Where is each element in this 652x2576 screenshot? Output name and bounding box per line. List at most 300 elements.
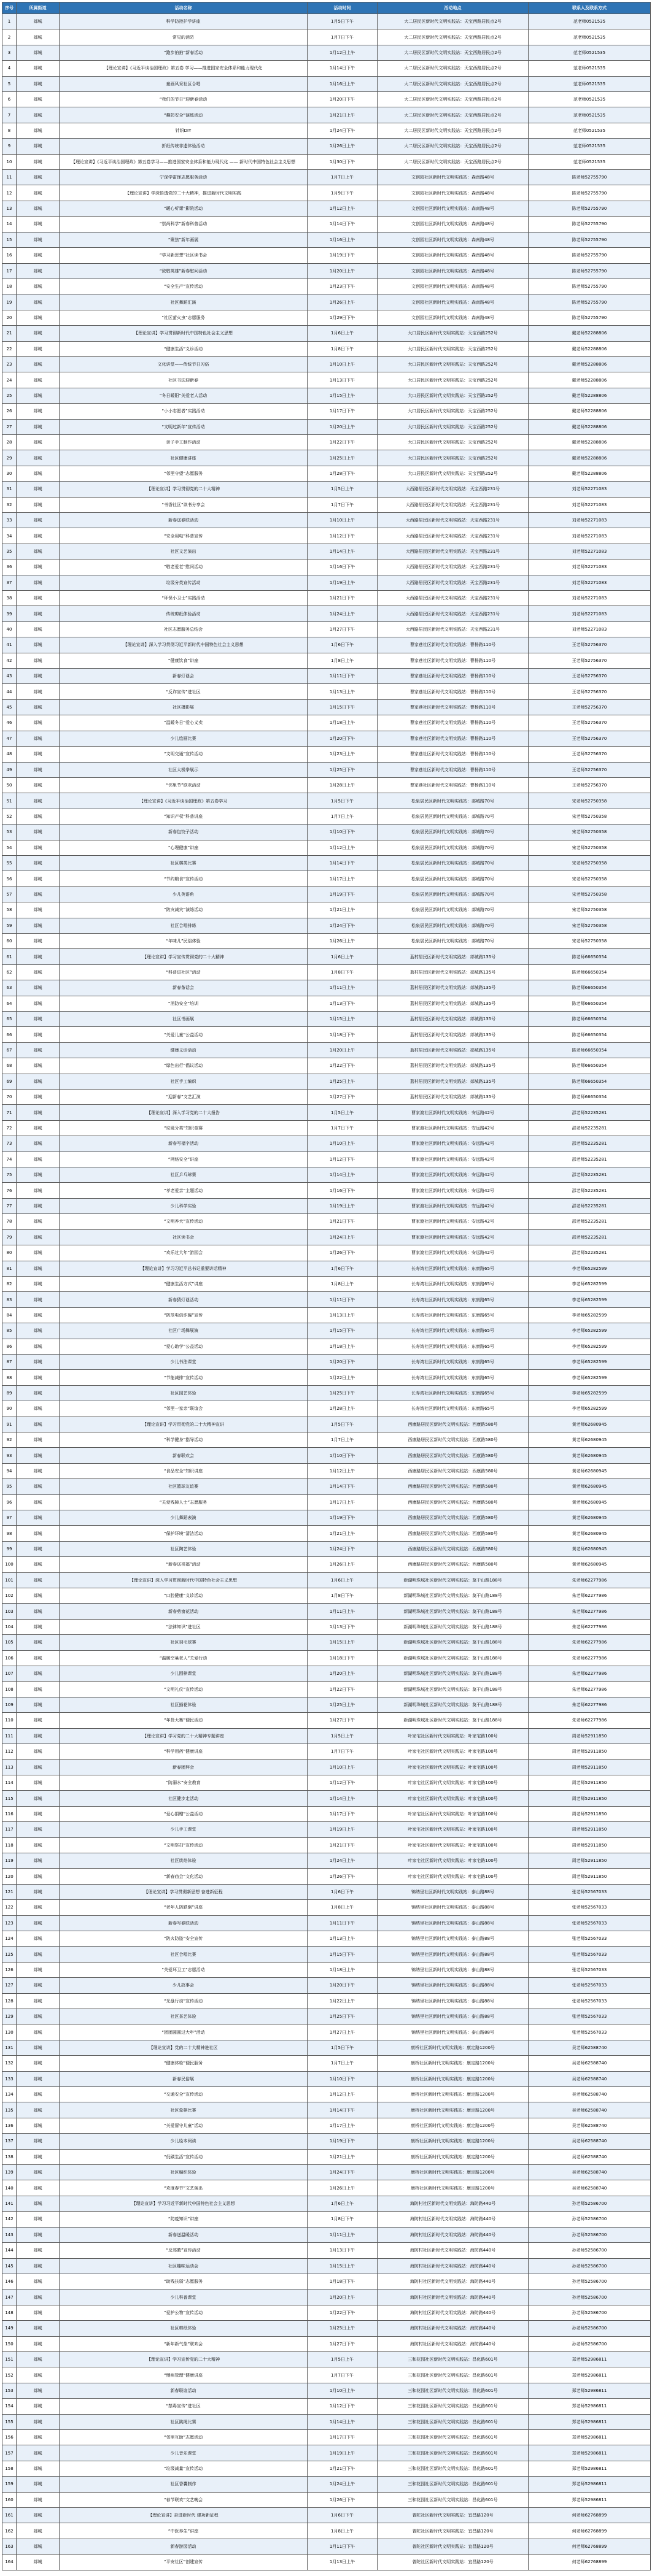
table-row bbox=[2, 248, 651, 263]
cell-activity-place: 文创园社区新时代文明实践站：森南路48号 bbox=[378, 263, 529, 279]
cell-activity-time: 1月19日上午 bbox=[308, 2445, 378, 2461]
cell-street: 郯城 bbox=[17, 1245, 60, 1261]
cell-contact: 王老师52756370 bbox=[529, 669, 651, 684]
cell-street: 郯城 bbox=[17, 1806, 60, 1821]
cell-activity-time: 1月19日下午 bbox=[308, 1510, 378, 1526]
cell-contact: 陈老师66650354 bbox=[529, 980, 651, 996]
table-row bbox=[2, 1806, 651, 1821]
cell-activity-time: 1月13日上午 bbox=[308, 1931, 378, 1946]
cell-street: 郯城 bbox=[17, 497, 60, 512]
cell-index: 129 bbox=[2, 2009, 17, 2024]
cell-street: 郯城 bbox=[17, 2071, 60, 2086]
cell-activity-time: 1月20日上午 bbox=[308, 263, 378, 279]
cell-activity-time: 1月5日下午 bbox=[308, 793, 378, 809]
cell-activity-place: 松泉居民区新时代文明实践站：郯城路70号 bbox=[378, 902, 529, 918]
cell-activity-time: 1月19日下午 bbox=[308, 886, 378, 902]
cell-street: 郯城 bbox=[17, 886, 60, 902]
cell-contact: 何老师62768899 bbox=[529, 2539, 651, 2554]
header-index: 序号 bbox=[2, 2, 17, 14]
cell-street: 郯城 bbox=[17, 1105, 60, 1120]
cell-index: 45 bbox=[2, 699, 17, 715]
table-row bbox=[2, 326, 651, 341]
cell-contact: 周老师52911850 bbox=[529, 1744, 651, 1759]
table-row bbox=[2, 1759, 651, 1775]
cell-index: 116 bbox=[2, 1806, 17, 1821]
cell-activity-name: “冬日暖阳”关爱老人活动 bbox=[60, 388, 308, 403]
cell-contact: 刘老师52271083 bbox=[529, 591, 651, 606]
cell-activity-place: 大口居民区新时代文明实践站：天宝西路252号 bbox=[378, 466, 529, 481]
cell-contact: 郑老师52986811 bbox=[529, 2461, 651, 2476]
table-row bbox=[2, 1915, 651, 1931]
cell-activity-place: 三和花园社区新时代文明实践站：昌化路601号 bbox=[378, 2477, 529, 2492]
cell-index: 41 bbox=[2, 637, 17, 653]
cell-index: 65 bbox=[2, 1012, 17, 1027]
cell-activity-place: 大口居民区新时代文明实践站：天宝西路252号 bbox=[378, 450, 529, 466]
cell-contact: 吴老师62588740 bbox=[529, 2056, 651, 2071]
cell-street: 郯城 bbox=[17, 2399, 60, 2414]
cell-contact: 戴老师52288806 bbox=[529, 388, 651, 403]
cell-activity-place: 长寿湾社区新时代文明实践站：东康路65号 bbox=[378, 1323, 529, 1339]
cell-contact: 刘老师52271083 bbox=[529, 606, 651, 621]
table-row bbox=[2, 76, 651, 91]
cell-activity-place: 新湖明珠城社区新时代文明实践站：莫干山路188号 bbox=[378, 1604, 529, 1619]
cell-activity-time: 1月13日上午 bbox=[308, 684, 378, 699]
cell-activity-time: 1月5日下午 bbox=[308, 1417, 378, 1432]
cell-street: 郯城 bbox=[17, 669, 60, 684]
cell-contact: 张老师52567033 bbox=[529, 1900, 651, 1915]
cell-activity-place: 普陀社区新时代文明实践站：宜昌路120号 bbox=[378, 2555, 529, 2570]
cell-street: 郯城 bbox=[17, 1619, 60, 1634]
cell-index: 122 bbox=[2, 1900, 17, 1915]
cell-activity-time: 1月20日下午 bbox=[308, 731, 378, 746]
cell-activity-place: 海防村社区新时代文明实践站：海防路440号 bbox=[378, 2321, 529, 2336]
cell-activity-name: “温暖空巢老人”关爱行动 bbox=[60, 1650, 308, 1666]
cell-street: 郯城 bbox=[17, 715, 60, 731]
table-row bbox=[2, 653, 651, 668]
cell-index: 135 bbox=[2, 2102, 17, 2118]
cell-street: 郯城 bbox=[17, 1432, 60, 1447]
cell-activity-place: 大西路居民区新时代文明实践站：天宝西路231号 bbox=[378, 528, 529, 544]
cell-activity-time: 1月19日上午 bbox=[308, 1822, 378, 1837]
cell-activity-place: 锦绣里社区新时代文明实践站：泰山路88号 bbox=[378, 2024, 529, 2040]
cell-activity-name: “邻里一家亲”联谊会 bbox=[60, 1401, 308, 1417]
cell-activity-time: 1月8日上午 bbox=[308, 2523, 378, 2539]
cell-activity-time: 1月7日上午 bbox=[308, 809, 378, 824]
cell-contact: 吴老师62588740 bbox=[529, 2071, 651, 2086]
cell-activity-time: 1月23日下午 bbox=[308, 279, 378, 294]
cell-street: 郯城 bbox=[17, 1744, 60, 1759]
cell-activity-name: 新春剪窗花活动 bbox=[60, 1604, 308, 1619]
cell-activity-place: 叶家宅社区新时代文明实践站：叶家宅路100号 bbox=[378, 1822, 529, 1837]
cell-activity-time: 1月20日下午 bbox=[308, 92, 378, 107]
table-row bbox=[2, 1136, 651, 1152]
cell-street: 郯城 bbox=[17, 201, 60, 216]
cell-contact: 宋老师52750358 bbox=[529, 918, 651, 933]
table-row bbox=[2, 2383, 651, 2398]
cell-activity-time: 1月12日下午 bbox=[308, 2399, 378, 2414]
cell-street: 郯城 bbox=[17, 980, 60, 996]
cell-index: 56 bbox=[2, 871, 17, 886]
cell-activity-place: 叶家宅社区新时代文明实践站：叶家宅路100号 bbox=[378, 1837, 529, 1853]
cell-contact: 孙老师52586700 bbox=[529, 2258, 651, 2274]
cell-activity-time: 1月17日下午 bbox=[308, 404, 378, 419]
cell-activity-name: “中医养生”讲座 bbox=[60, 2523, 308, 2539]
cell-street: 郯城 bbox=[17, 1074, 60, 1089]
cell-street: 郯城 bbox=[17, 1183, 60, 1198]
table-row bbox=[2, 1229, 651, 1245]
cell-activity-place: 松泉居民区新时代文明实践站：郯城路70号 bbox=[378, 825, 529, 840]
cell-index: 136 bbox=[2, 2118, 17, 2133]
cell-activity-place: 叶家宅社区新时代文明实践站：叶家宅路100号 bbox=[378, 1759, 529, 1775]
cell-activity-time: 1月12日上午 bbox=[308, 201, 378, 216]
cell-street: 郯城 bbox=[17, 1323, 60, 1339]
cell-activity-time: 1月22日上午 bbox=[308, 1993, 378, 2009]
cell-activity-time: 1月25日下午 bbox=[308, 762, 378, 777]
table-row bbox=[2, 1604, 651, 1619]
cell-activity-place: 康桥社区新时代文明实践站：康定路1200号 bbox=[378, 2071, 529, 2086]
cell-activity-place: 叶家宅社区新时代文明实践站：叶家宅路100号 bbox=[378, 1791, 529, 1806]
cell-street: 郯城 bbox=[17, 513, 60, 528]
cell-street: 郯城 bbox=[17, 918, 60, 933]
cell-activity-time: 1月18日上午 bbox=[308, 1962, 378, 1977]
cell-activity-place: 西康路居民区新时代文明实践站：西康路580号 bbox=[378, 1417, 529, 1432]
cell-activity-time: 1月11日下午 bbox=[308, 1292, 378, 1307]
cell-index: 124 bbox=[2, 1931, 17, 1946]
cell-activity-time: 1月12日上午 bbox=[308, 1463, 378, 1478]
cell-street: 郯城 bbox=[17, 949, 60, 964]
cell-index: 93 bbox=[2, 1448, 17, 1463]
cell-index: 29 bbox=[2, 450, 17, 466]
cell-street: 郯城 bbox=[17, 777, 60, 793]
cell-contact: 刘老师52271083 bbox=[529, 559, 651, 575]
cell-activity-time: 1月14日下午 bbox=[308, 2102, 378, 2118]
cell-activity-time: 1月27日下午 bbox=[308, 2336, 378, 2351]
cell-activity-name: 传统剪纸体验活动 bbox=[60, 606, 308, 621]
cell-activity-place: 大西路居民区新时代文明实践站：天宝西路231号 bbox=[378, 513, 529, 528]
cell-contact: 陈老师66650354 bbox=[529, 1042, 651, 1058]
cell-activity-time: 1月10日下午 bbox=[308, 825, 378, 840]
cell-activity-time: 1月8日上午 bbox=[308, 1900, 378, 1915]
table-row bbox=[2, 1557, 651, 1572]
cell-activity-name: 社区志愿服务总结会 bbox=[60, 621, 308, 637]
cell-activity-place: 大二居民区新时代文明实践站：天宝西路居民点2号 bbox=[378, 154, 529, 169]
cell-street: 郯城 bbox=[17, 606, 60, 621]
cell-activity-name: 社区健步走活动 bbox=[60, 1791, 308, 1806]
cell-index: 153 bbox=[2, 2383, 17, 2398]
cell-street: 郯城 bbox=[17, 217, 60, 232]
table-row bbox=[2, 388, 651, 403]
cell-street: 郯城 bbox=[17, 1931, 60, 1946]
cell-activity-place: 文创园社区新时代文明实践站：森南路48号 bbox=[378, 217, 529, 232]
cell-activity-name: “科学用药”健康讲座 bbox=[60, 1744, 308, 1759]
cell-contact: 陈老师52755790 bbox=[529, 185, 651, 201]
cell-activity-time: 1月6日上午 bbox=[308, 1572, 378, 1588]
cell-index: 123 bbox=[2, 1915, 17, 1931]
cell-contact: 王老师52756370 bbox=[529, 699, 651, 715]
cell-activity-place: 蓝村居民区新时代文明实践站：郯城路135号 bbox=[378, 1042, 529, 1058]
cell-activity-place: 康桥社区新时代文明实践站：康定路1200号 bbox=[378, 2087, 529, 2102]
cell-activity-time: 1月28日上午 bbox=[308, 1401, 378, 1417]
cell-contact: 张老师52567033 bbox=[529, 2009, 651, 2024]
table-row bbox=[2, 1494, 651, 1510]
cell-index: 114 bbox=[2, 1775, 17, 1790]
cell-contact: 吴老师62588740 bbox=[529, 2087, 651, 2102]
cell-activity-time: 1月20日下午 bbox=[308, 1978, 378, 1993]
cell-activity-place: 蓝村居民区新时代文明实践站：郯城路135号 bbox=[378, 1027, 529, 1042]
cell-activity-place: 海防村社区新时代文明实践站：海防路440号 bbox=[378, 2274, 529, 2289]
cell-activity-time: 1月15日下午 bbox=[308, 699, 378, 715]
cell-activity-place: 曹家渡社区新时代文明实践站：安远路42号 bbox=[378, 1136, 529, 1152]
cell-activity-name: “暖心听课”影院活动 bbox=[60, 201, 308, 216]
table-row bbox=[2, 2429, 651, 2445]
cell-street: 郯城 bbox=[17, 2539, 60, 2554]
cell-street: 郯城 bbox=[17, 1962, 60, 1977]
cell-index: 74 bbox=[2, 1152, 17, 1167]
cell-index: 51 bbox=[2, 793, 17, 809]
cell-activity-name: 社区合唱比赛 bbox=[60, 1947, 308, 1962]
cell-street: 郯城 bbox=[17, 326, 60, 341]
cell-activity-place: 大西路居民区新时代文明实践站：天宝西路231号 bbox=[378, 591, 529, 606]
cell-index: 91 bbox=[2, 1417, 17, 1432]
cell-street: 郯城 bbox=[17, 1526, 60, 1541]
cell-street: 郯城 bbox=[17, 1120, 60, 1136]
cell-activity-name: 折纸传统非遗体验活动 bbox=[60, 139, 308, 154]
cell-activity-name: 宁深学雷锋志愿服务活动 bbox=[60, 170, 308, 185]
cell-activity-place: 长寿湾社区新时代文明实践站：东康路65号 bbox=[378, 1401, 529, 1417]
cell-street: 郯城 bbox=[17, 139, 60, 154]
cell-index: 140 bbox=[2, 2180, 17, 2196]
cell-activity-name: 新春包饺子活动 bbox=[60, 825, 308, 840]
cell-contact: 周老师52911850 bbox=[529, 1806, 651, 1821]
cell-index: 96 bbox=[2, 1494, 17, 1510]
cell-activity-place: 松泉居民区新时代文明实践站：郯城路70号 bbox=[378, 840, 529, 855]
cell-contact: 宋老师52750358 bbox=[529, 902, 651, 918]
cell-activity-place: 大二居民区新时代文明实践站：天宝西路居民点2号 bbox=[378, 61, 529, 76]
cell-activity-name: 【理论宣讲】深入学习贯彻习近平新时代中国特色社会主义思想 bbox=[60, 637, 308, 653]
cell-activity-time: 1月16日下午 bbox=[308, 559, 378, 575]
cell-activity-place: 文创园社区新时代文明实践站：森南路48号 bbox=[378, 232, 529, 247]
cell-activity-name: “光盘行动”宣传活动 bbox=[60, 1993, 308, 2009]
cell-street: 郯城 bbox=[17, 528, 60, 544]
cell-activity-time: 1月28日上午 bbox=[308, 777, 378, 793]
cell-contact: 黄老师62680945 bbox=[529, 1432, 651, 1447]
cell-contact: 郑老师52986811 bbox=[529, 2351, 651, 2367]
cell-street: 郯城 bbox=[17, 1401, 60, 1417]
cell-activity-name: 新春联谊活动 bbox=[60, 2383, 308, 2398]
table-row bbox=[2, 1292, 651, 1307]
cell-activity-place: 长寿湾社区新时代文明实践站：东康路65号 bbox=[378, 1261, 529, 1276]
cell-activity-name: “老年人防跌倒”讲座 bbox=[60, 1900, 308, 1915]
cell-contact: 朱老师62277986 bbox=[529, 1713, 651, 1728]
cell-index: 8 bbox=[2, 123, 17, 138]
cell-activity-name: “跑步拍拍”新春活动 bbox=[60, 45, 308, 60]
cell-street: 郯城 bbox=[17, 1837, 60, 1853]
cell-contact: 黄老师62680945 bbox=[529, 1494, 651, 1510]
cell-index: 9 bbox=[2, 139, 17, 154]
table-row bbox=[2, 1276, 651, 1291]
table-row bbox=[2, 2555, 651, 2570]
cell-street: 郯城 bbox=[17, 1152, 60, 1167]
cell-street: 郯城 bbox=[17, 388, 60, 403]
cell-activity-name: “新春送祝福”活动 bbox=[60, 1557, 308, 1572]
cell-index: 145 bbox=[2, 2258, 17, 2274]
cell-index: 3 bbox=[2, 45, 17, 60]
cell-street: 郯城 bbox=[17, 1759, 60, 1775]
cell-activity-name: “我们的节日”迎新春活动 bbox=[60, 92, 308, 107]
cell-index: 12 bbox=[2, 185, 17, 201]
cell-contact: 宋老师52750358 bbox=[529, 809, 651, 824]
cell-activity-place: 西康路居民区新时代文明实践站：西康路580号 bbox=[378, 1432, 529, 1447]
cell-index: 90 bbox=[2, 1401, 17, 1417]
table-row bbox=[2, 404, 651, 419]
cell-index: 98 bbox=[2, 1526, 17, 1541]
cell-activity-time: 1月10日上午 bbox=[308, 2383, 378, 2398]
cell-activity-time: 1月8日下午 bbox=[308, 2212, 378, 2227]
cell-activity-time: 1月17日下午 bbox=[308, 2429, 378, 2445]
table-row bbox=[2, 372, 651, 388]
cell-index: 35 bbox=[2, 544, 17, 559]
table-row bbox=[2, 2071, 651, 2086]
table-row bbox=[2, 497, 651, 512]
cell-contact: 张老师52567033 bbox=[529, 1978, 651, 1993]
cell-activity-time: 1月13日下午 bbox=[308, 996, 378, 1011]
cell-activity-name: 少儿绘本阅读 bbox=[60, 2134, 308, 2149]
cell-index: 130 bbox=[2, 2024, 17, 2040]
table-row bbox=[2, 2087, 651, 2102]
table-row bbox=[2, 1853, 651, 1868]
table-row bbox=[2, 2009, 651, 2024]
cell-contact: 宋老师52750358 bbox=[529, 871, 651, 886]
cell-street: 郯城 bbox=[17, 1993, 60, 2009]
cell-activity-place: 叶家宅社区新时代文明实践站：叶家宅路100号 bbox=[378, 1744, 529, 1759]
cell-contact: 黄老师62680945 bbox=[529, 1479, 651, 1494]
cell-activity-name: “心理健康”讲座 bbox=[60, 840, 308, 855]
cell-activity-place: 锦绣里社区新时代文明实践站：泰山路88号 bbox=[378, 1884, 529, 1899]
cell-contact: 戴老师52288806 bbox=[529, 450, 651, 466]
cell-activity-time: 1月11日上午 bbox=[308, 980, 378, 996]
cell-street: 郯城 bbox=[17, 996, 60, 1011]
cell-index: 79 bbox=[2, 1229, 17, 1245]
cell-activity-place: 曹家巷社区新时代文明实践站：曹杨路110号 bbox=[378, 777, 529, 793]
cell-activity-name: “邻里守望”志愿服务 bbox=[60, 466, 308, 481]
cell-activity-time: 1月15日上午 bbox=[308, 1012, 378, 1027]
cell-contact: 朱老师62277986 bbox=[529, 1604, 651, 1619]
cell-activity-name: “爱心助学”公益活动 bbox=[60, 1339, 308, 1354]
cell-activity-place: 曹家巷社区新时代文明实践站：曹杨路110号 bbox=[378, 637, 529, 653]
cell-activity-name: 少儿书法课堂 bbox=[60, 1354, 308, 1369]
cell-activity-name: 社区象棋比赛 bbox=[60, 2102, 308, 2118]
cell-contact: 张老师52567033 bbox=[529, 1884, 651, 1899]
table-row bbox=[2, 1090, 651, 1105]
cell-activity-time: 1月26日上午 bbox=[308, 2180, 378, 2196]
cell-street: 郯城 bbox=[17, 419, 60, 434]
cell-contact: 刘老师52271083 bbox=[529, 575, 651, 590]
cell-contact: 宋老师52750358 bbox=[529, 933, 651, 948]
cell-activity-name: 少儿手工课堂 bbox=[60, 1822, 308, 1837]
cell-activity-place: 曹家渡社区新时代文明实践站：安远路42号 bbox=[378, 1120, 529, 1136]
cell-street: 郯城 bbox=[17, 544, 60, 559]
cell-activity-place: 新湖明珠城社区新时代文明实践站：莫干山路188号 bbox=[378, 1650, 529, 1666]
table-row bbox=[2, 699, 651, 715]
cell-activity-name: 社区书画展 bbox=[60, 1012, 308, 1027]
table-row bbox=[2, 1027, 651, 1042]
cell-activity-place: 大二居民区新时代文明实践站：天宝西路居民点2号 bbox=[378, 92, 529, 107]
cell-activity-time: 1月21日上午 bbox=[308, 2149, 378, 2164]
cell-activity-time: 1月8日下午 bbox=[308, 341, 378, 356]
cell-activity-place: 大西路居民区新时代文明实践站：天宝西路231号 bbox=[378, 575, 529, 590]
cell-index: 67 bbox=[2, 1042, 17, 1058]
cell-activity-name: 【理论宣讲】学深悟透党的二十大精神，推进新时代文明实践 bbox=[60, 185, 308, 201]
table-row bbox=[2, 232, 651, 247]
cell-contact: 周老师52911850 bbox=[529, 1775, 651, 1790]
cell-index: 118 bbox=[2, 1837, 17, 1853]
cell-street: 郯城 bbox=[17, 2087, 60, 2102]
cell-index: 134 bbox=[2, 2087, 17, 2102]
cell-activity-time: 1月24日下午 bbox=[308, 123, 378, 138]
cell-activity-time: 1月30日下午 bbox=[308, 154, 378, 169]
table-row bbox=[2, 1183, 651, 1198]
cell-street: 郯城 bbox=[17, 1822, 60, 1837]
table-row bbox=[2, 1448, 651, 1463]
table-row bbox=[2, 2523, 651, 2539]
cell-street: 郯城 bbox=[17, 232, 60, 247]
cell-activity-place: 长寿湾社区新时代文明实践站：东康路65号 bbox=[378, 1354, 529, 1369]
cell-activity-place: 松泉居民区新时代文明实践站：郯城路70号 bbox=[378, 793, 529, 809]
cell-contact: 黄老师62680945 bbox=[529, 1448, 651, 1463]
cell-activity-time: 1月11日下午 bbox=[308, 2539, 378, 2554]
cell-index: 137 bbox=[2, 2134, 17, 2149]
cell-activity-time: 1月8日下午 bbox=[308, 1588, 378, 1604]
cell-activity-place: 长寿湾社区新时代文明实践站：东康路65号 bbox=[378, 1276, 529, 1291]
cell-activity-name: “致敬英雄”新春慰问活动 bbox=[60, 263, 308, 279]
cell-activity-place: 长寿湾社区新时代文明实践站：东康路65号 bbox=[378, 1370, 529, 1385]
cell-street: 郯城 bbox=[17, 2180, 60, 2196]
cell-activity-place: 三和花园社区新时代文明实践站：昌化路601号 bbox=[378, 2429, 529, 2445]
cell-activity-name: “反邪教”宣传活动 bbox=[60, 2243, 308, 2258]
table-row bbox=[2, 684, 651, 699]
cell-activity-place: 锦绣里社区新时代文明实践站：泰山路88号 bbox=[378, 1947, 529, 1962]
cell-activity-time: 1月22日下午 bbox=[308, 1058, 378, 1074]
cell-activity-name: “文明交通”宣传活动 bbox=[60, 747, 308, 762]
cell-index: 128 bbox=[2, 1993, 17, 2009]
table-row bbox=[2, 1214, 651, 1229]
cell-street: 郯城 bbox=[17, 294, 60, 310]
cell-street: 郯城 bbox=[17, 1448, 60, 1463]
table-row bbox=[2, 1962, 651, 1977]
cell-activity-time: 1月12日上午 bbox=[308, 45, 378, 60]
cell-index: 69 bbox=[2, 1074, 17, 1089]
cell-activity-place: 锦绣里社区新时代文明实践站：泰山路88号 bbox=[378, 1931, 529, 1946]
cell-street: 郯城 bbox=[17, 2555, 60, 2570]
table-row bbox=[2, 855, 651, 871]
cell-activity-place: 大西路居民区新时代文明实践站：天宝西路231号 bbox=[378, 606, 529, 621]
cell-street: 郯城 bbox=[17, 1666, 60, 1682]
cell-activity-name: 【理论宣讲】学习习近平新时代中国特色社会主义思想 bbox=[60, 2196, 308, 2211]
table-row bbox=[2, 544, 651, 559]
cell-contact: 黄老师62680945 bbox=[529, 1526, 651, 1541]
cell-activity-name: 社区合唱排练 bbox=[60, 918, 308, 933]
cell-contact: 刘老师52271083 bbox=[529, 544, 651, 559]
cell-street: 郯城 bbox=[17, 902, 60, 918]
cell-contact: 范老师0521535 bbox=[529, 76, 651, 91]
table-row bbox=[2, 2508, 651, 2523]
cell-activity-place: 曹家巷社区新时代文明实践站：曹杨路110号 bbox=[378, 653, 529, 668]
cell-contact: 张老师52567033 bbox=[529, 2024, 651, 2040]
cell-activity-place: 叶家宅社区新时代文明实践站：叶家宅路100号 bbox=[378, 1775, 529, 1790]
cell-activity-time: 1月25日下午 bbox=[308, 2009, 378, 2024]
cell-activity-place: 文创园社区新时代文明实践站：森南路48号 bbox=[378, 170, 529, 185]
cell-activity-name: “健康生活”义诊活动 bbox=[60, 341, 308, 356]
